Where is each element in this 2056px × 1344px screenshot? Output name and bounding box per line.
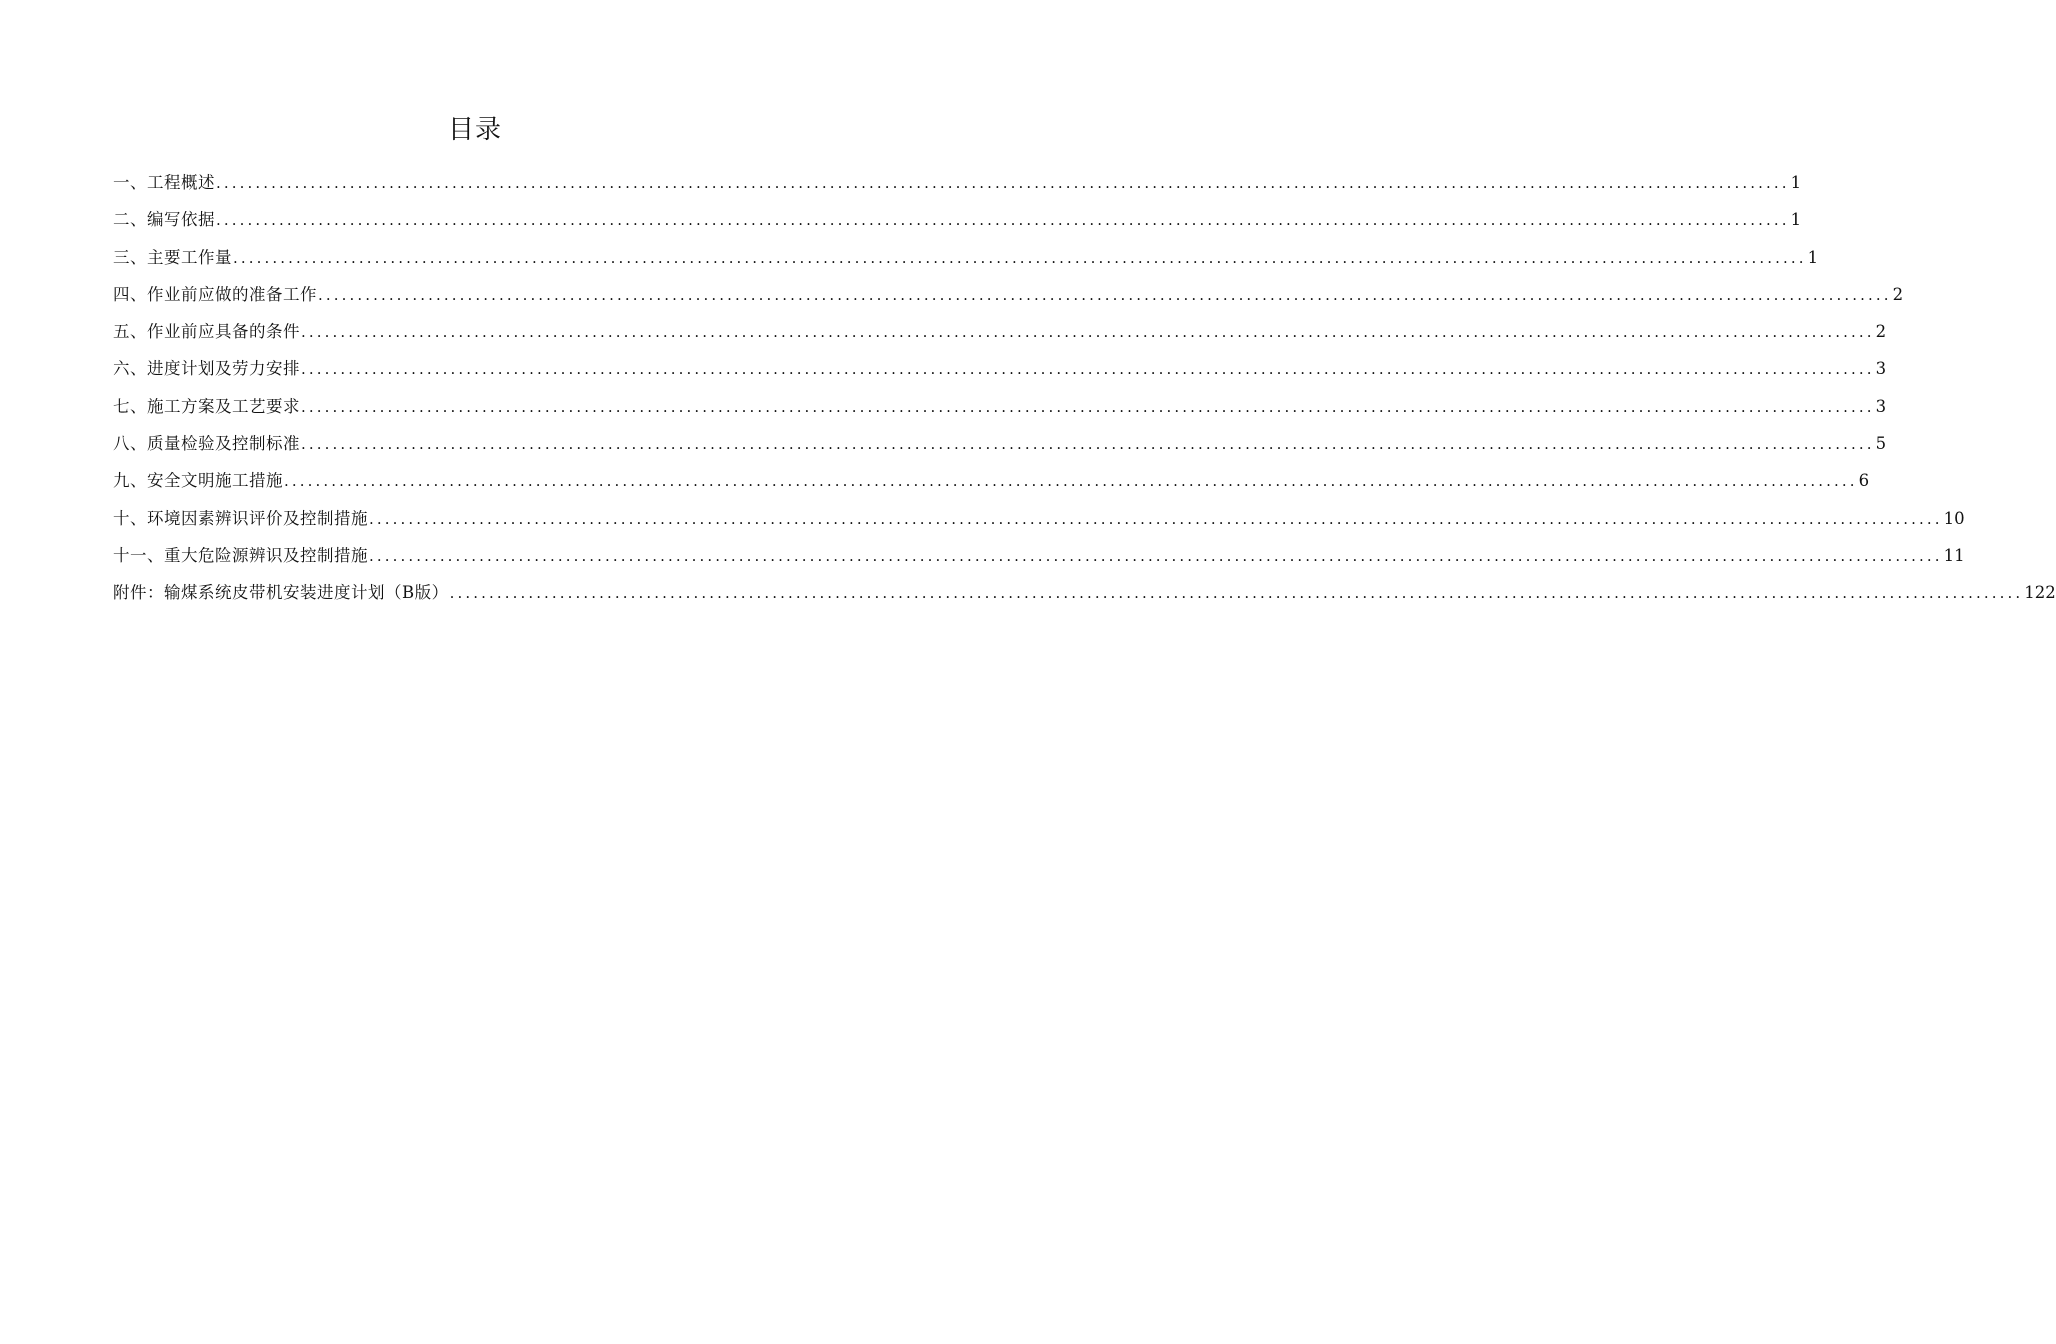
toc-entry-page: 1 (1790, 173, 1802, 192)
toc-dot-leader: ........................................................................................................................................................................................................ (233, 248, 1807, 267)
toc-dot-leader: ........................................................................................................................................................................................................ (301, 397, 1875, 416)
toc-entry-page: 1 (1807, 247, 1819, 267)
toc-entry[interactable] (113, 574, 2056, 611)
toc-entry[interactable] (113, 388, 1887, 425)
toc-entry[interactable] (113, 239, 1819, 276)
toc-dot-leader: ........................................................................................................................................................................................................ (301, 360, 1875, 379)
toc-dot-leader: ........................................................................................................................................................................................................ (284, 472, 1858, 491)
toc-dot-leader: ........................................................................................................................................................................................................ (216, 174, 1790, 192)
toc-title: 目录 (447, 115, 502, 145)
toc-dot-leader: ........................................................................................................................................................................................................ (301, 435, 1875, 454)
toc-dot-leader: ........................................................................................................................................................................................................ (216, 211, 1790, 230)
toc-entry[interactable] (113, 164, 1802, 201)
toc-entry-page: 10 (1943, 508, 1965, 528)
toc-entry-label: 附件：输煤系统皮带机安装进度计划（B版） (113, 583, 449, 603)
toc-dot-leader: ........................................................................................................................................................................................................ (318, 285, 1892, 304)
toc-entry-label: 十、环境因素辨识评价及控制措施 (113, 508, 368, 528)
toc-entry-label: 二、编写依据 (113, 210, 215, 230)
toc-entry-page: 6 (1858, 471, 1870, 491)
toc-entry-label: 六、进度计划及劳力安排 (113, 359, 300, 379)
toc-entry-label: 五、作业前应具备的条件 (113, 322, 300, 342)
toc-dot-leader: ........................................................................................................................................................................................................ (369, 509, 1943, 528)
table-of-contents (113, 164, 2056, 612)
toc-dot-leader: ........................................................................................................................................................................................................ (369, 546, 1943, 565)
toc-dot-leader: ........................................................................................................................................................................................................ (449, 584, 2024, 603)
toc-dot-leader: ........................................................................................................................................................................................................ (301, 323, 1875, 342)
toc-entry[interactable] (113, 425, 1887, 462)
toc-entry-label: 八、质量检验及控制标准 (113, 434, 300, 454)
toc-entry[interactable] (113, 201, 1802, 238)
toc-entry-label: 三、主要工作量 (113, 247, 232, 267)
toc-entry-label: 十一、重大危险源辨识及控制措施 (113, 545, 368, 565)
toc-entry-page: 3 (1875, 359, 1887, 379)
toc-entry[interactable] (113, 276, 1904, 313)
toc-entry[interactable] (113, 537, 1965, 574)
toc-entry-page: 3 (1875, 396, 1887, 416)
toc-entry-page: 2 (1875, 322, 1887, 342)
toc-entry[interactable] (113, 313, 1887, 350)
toc-entry-label: 九、安全文明施工措施 (113, 471, 283, 491)
toc-entry-label: 四、作业前应做的准备工作 (113, 284, 317, 304)
toc-entry[interactable] (113, 462, 1870, 499)
toc-entry-page: 5 (1875, 434, 1887, 454)
toc-entry[interactable] (113, 500, 1965, 537)
toc-entry[interactable] (113, 350, 1887, 387)
toc-entry-page: 2 (1892, 284, 1904, 304)
toc-entry-label: 七、施工方案及工艺要求 (113, 396, 300, 416)
toc-entry-label: 一、工程概述 (113, 173, 215, 192)
toc-entry-page: 1 (1790, 210, 1802, 230)
toc-entry-page: 11 (1943, 545, 1965, 565)
toc-entry-page: 122 (2024, 583, 2056, 603)
